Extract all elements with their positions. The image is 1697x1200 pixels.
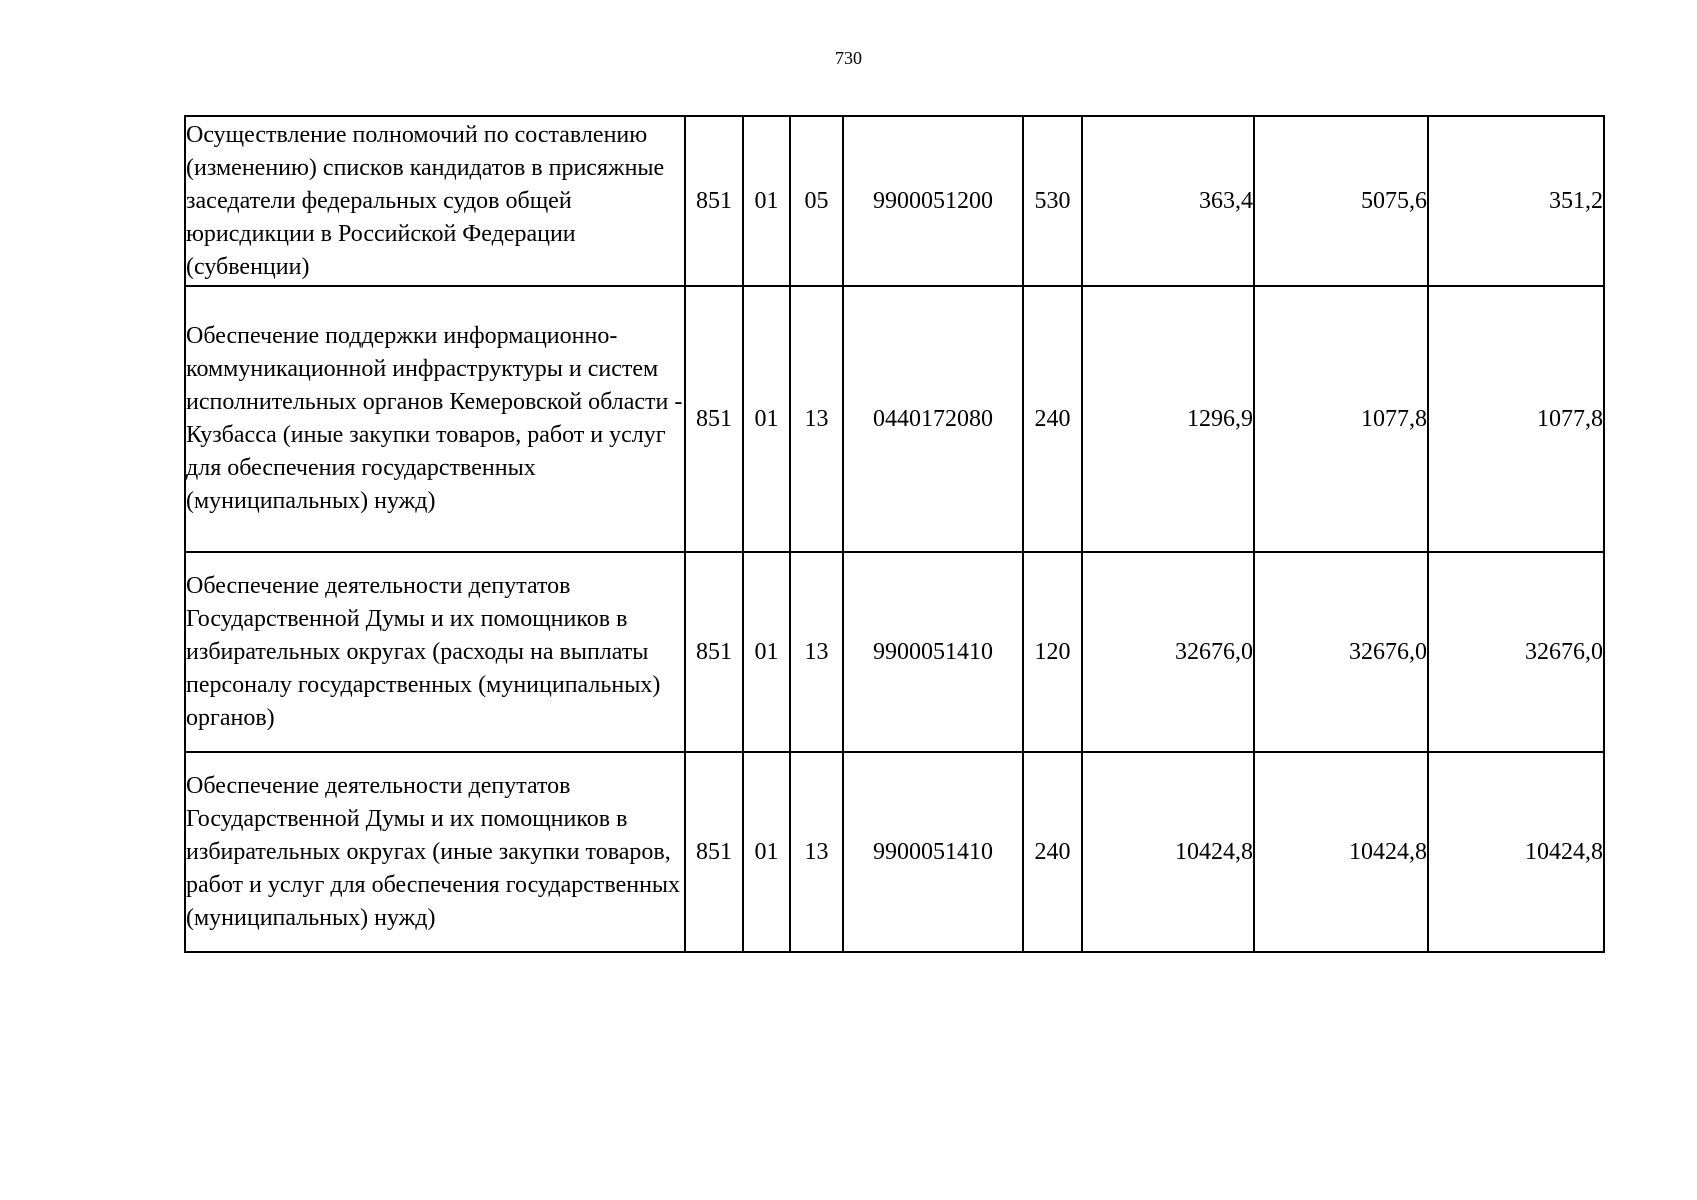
target-article-cell: 9900051200 [843, 116, 1023, 286]
subsection-code-cell: 13 [790, 552, 843, 752]
grbs-code-cell: 851 [685, 286, 743, 552]
expense-type-cell: 120 [1023, 552, 1082, 752]
grbs-code-cell: 851 [685, 116, 743, 286]
expense-name-cell: Обеспечение деятельности депутатов Государственной Думы и их помощников в избирательных округах (расходы на выплаты персоналу государственных (муниципальных) органов) [185, 552, 685, 752]
section-code-cell: 01 [743, 286, 790, 552]
sum-2-cell: 1077,8 [1254, 286, 1428, 552]
expense-name-cell: Обеспечение поддержки информационно-коммуникационной инфраструктуры и систем исполнительных органов Кемеровской области - Кузбасса (иные закупки товаров, работ и услуг для обеспечения государственных (муниципальных) нужд) [185, 286, 685, 552]
sum-1-cell: 32676,0 [1082, 552, 1254, 752]
expense-name-cell: Обеспечение деятельности депутатов Государственной Думы и их помощников в избирательных округах (иные закупки товаров, работ и услуг для обеспечения государственных (муниципальных) нужд) [185, 752, 685, 952]
sum-2-cell: 10424,8 [1254, 752, 1428, 952]
section-code-cell: 01 [743, 752, 790, 952]
budget-table [184, 115, 1605, 953]
page-number: 730 [835, 48, 862, 68]
section-code-cell: 01 [743, 116, 790, 286]
target-article-cell: 0440172080 [843, 286, 1023, 552]
grbs-code-cell: 851 [685, 552, 743, 752]
sum-2-cell: 5075,6 [1254, 116, 1428, 286]
sum-3-cell: 351,2 [1428, 116, 1604, 286]
table-row [185, 286, 1604, 552]
expense-type-cell: 530 [1023, 116, 1082, 286]
sum-3-cell: 10424,8 [1428, 752, 1604, 952]
sum-2-cell: 32676,0 [1254, 552, 1428, 752]
sum-3-cell: 1077,8 [1428, 286, 1604, 552]
expense-type-cell: 240 [1023, 286, 1082, 552]
subsection-code-cell: 05 [790, 116, 843, 286]
table-row [185, 752, 1604, 952]
sum-1-cell: 363,4 [1082, 116, 1254, 286]
target-article-cell: 9900051410 [843, 552, 1023, 752]
table-row [185, 116, 1604, 286]
grbs-code-cell: 851 [685, 752, 743, 952]
sum-3-cell: 32676,0 [1428, 552, 1604, 752]
target-article-cell: 9900051410 [843, 752, 1023, 952]
expense-name-cell: Осуществление полномочий по составлению (изменению) списков кандидатов в присяжные заседатели федеральных судов общей юрисдикции в Российской Федерации (субвенции) [185, 116, 685, 286]
section-code-cell: 01 [743, 552, 790, 752]
sum-1-cell: 10424,8 [1082, 752, 1254, 952]
table-row [185, 552, 1604, 752]
expense-type-cell: 240 [1023, 752, 1082, 952]
subsection-code-cell: 13 [790, 286, 843, 552]
sum-1-cell: 1296,9 [1082, 286, 1254, 552]
subsection-code-cell: 13 [790, 752, 843, 952]
